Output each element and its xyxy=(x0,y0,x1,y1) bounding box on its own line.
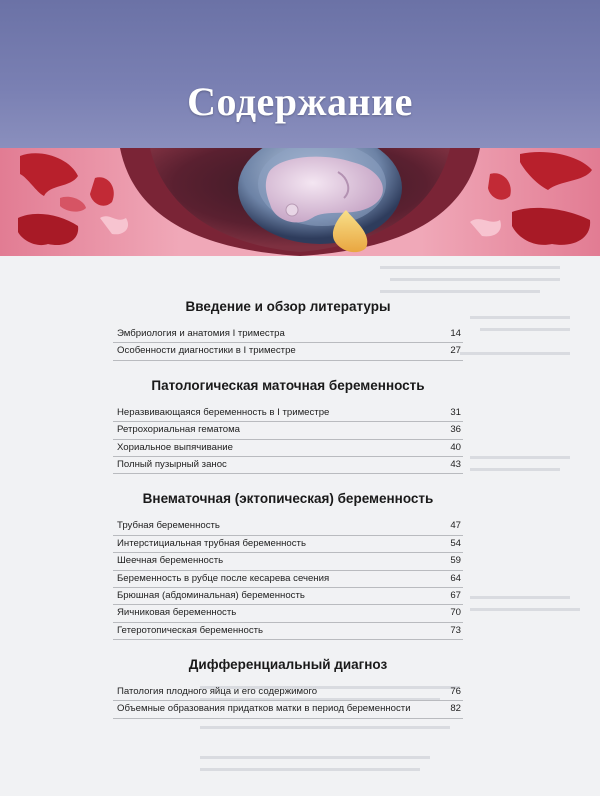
toc-entry[interactable] xyxy=(113,457,463,474)
section-heading: Дифференциальный диагноз xyxy=(188,657,388,673)
section-ectopic xyxy=(113,488,463,640)
section-introduction xyxy=(113,296,463,361)
entry-page: 14 xyxy=(450,328,461,339)
entry-page: 36 xyxy=(450,424,461,436)
entry-page: 40 xyxy=(450,441,461,453)
entry-page: 47 xyxy=(450,520,461,532)
entry-label: Полный пузырный занос xyxy=(117,458,227,470)
entry-page: 31 xyxy=(450,406,461,418)
table-of-contents xyxy=(113,296,463,719)
section-heading: Патологическая маточная беременность xyxy=(151,377,425,393)
entry-label: Гетеротопическая беременность xyxy=(117,624,264,636)
entry-label: Яичниковая беременность xyxy=(117,607,237,619)
toc-entry[interactable] xyxy=(113,553,463,570)
toc-entry[interactable] xyxy=(113,623,463,640)
toc-entry[interactable] xyxy=(113,422,463,439)
entry-page: 73 xyxy=(450,624,461,636)
section-heading: Внематочная (эктопическая) беременность xyxy=(142,491,434,507)
toc-entry[interactable] xyxy=(113,518,463,535)
toc-entry[interactable] xyxy=(113,343,463,360)
entry-label: Особенности диагностики в I триместре xyxy=(117,345,296,357)
embryo-illustration-icon xyxy=(0,148,600,256)
entry-label: Хориальное выпячивание xyxy=(117,441,233,453)
toc-entry[interactable] xyxy=(113,405,463,422)
entry-page: 27 xyxy=(450,345,461,357)
toc-entry[interactable] xyxy=(113,701,463,718)
entry-page: 76 xyxy=(450,686,461,698)
toc-entry[interactable] xyxy=(113,571,463,588)
toc-entry[interactable] xyxy=(113,605,463,622)
section-differential xyxy=(113,654,463,719)
entry-page: 70 xyxy=(450,607,461,619)
section-heading: Введение и обзор литературы xyxy=(185,299,391,314)
toc-entry[interactable] xyxy=(113,684,463,701)
entry-label: Интерстициальная трубная беременность xyxy=(117,537,306,549)
toc-entry[interactable] xyxy=(113,440,463,457)
entry-label: Шеечная беременность xyxy=(117,555,224,567)
page-title: Содержание xyxy=(187,79,413,124)
header-band xyxy=(0,0,600,148)
toc-entry[interactable] xyxy=(113,588,463,605)
entry-page: 82 xyxy=(450,703,461,715)
entry-label: Неразвивающаяся беременность в I триместре xyxy=(117,406,330,418)
entry-label: Беременность в рубце после кесарева сечения xyxy=(117,572,330,584)
entry-label: Патология плодного яйца и его содержимого xyxy=(117,686,318,698)
entry-label: Ретрохориальная гематома xyxy=(117,424,240,436)
entry-page: 43 xyxy=(450,458,461,470)
entry-page: 54 xyxy=(450,537,461,549)
toc-entry[interactable] xyxy=(113,326,463,343)
toc-entry[interactable] xyxy=(113,536,463,553)
entry-label: Трубная беременность xyxy=(117,520,220,532)
entry-label: Эмбриология и анатомия I триместра xyxy=(117,328,285,339)
entry-label: Объемные образования придатков матки в период беременности xyxy=(117,703,411,715)
entry-label: Брюшная (абдоминальная) беременность xyxy=(117,589,305,601)
entry-page: 59 xyxy=(450,555,461,567)
entry-page: 67 xyxy=(450,589,461,601)
section-uterine-pathology xyxy=(113,375,463,475)
entry-page: 64 xyxy=(450,572,461,584)
